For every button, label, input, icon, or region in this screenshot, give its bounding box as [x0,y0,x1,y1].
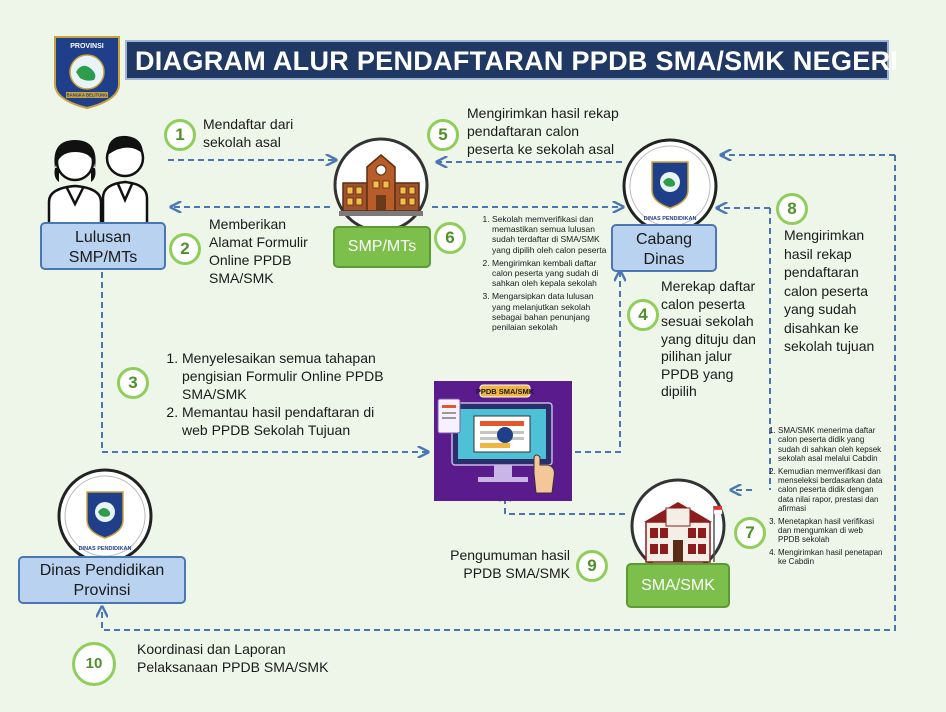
step-7-item-1: 1. SMA/SMK menerima daftar calon peserta didik yang sudah di sahkan oleh kepsek sekolah asal melalui Cabdin [778,426,886,464]
node-cabang-dinas [611,224,717,272]
node-smp-mts [333,226,431,268]
logo-top-text: PROVINSI [70,43,104,50]
step-6-number: 6 [434,222,466,254]
step-6-item-2: 2. Mengirimkan kembali daftar calon peserta yang sudah di sahkan oleh kepala sekolah [492,258,612,289]
node-cabang-label: Cabang Dinas [635,231,693,268]
step-7-item-2: 2. Kemudian memverifikasi dan menseleksi berdasarkan data calon peserta didik dengan data nilai rapor, prestasi dan afirmasi [778,467,886,514]
step-6-list [472,214,612,335]
node-lulusan-label: Lulusan SMP/MTs [68,229,138,266]
ppdb-web-icon [434,381,572,501]
node-dinas-pendidikan-provinsi [18,556,186,604]
step-5-text: Mengirimkan hasil rekap pendaftaran calon peserta ke sekolah asal [467,105,619,157]
step-7-item-4: 4. Mengirimkan hasil penetapan ke Cabdin [778,548,886,567]
step-3-list [158,349,386,439]
step-9-text: Pengumuman hasil PPDB SMA/SMK [450,547,570,581]
step-5-number: 5 [427,119,459,151]
step-10-text: Koordinasi dan Laporan Pelaksanaan PPDB SMA/SMK [137,641,329,675]
step-6-item-1: 1. Sekolah memverifikasi dan memastikan semua lulusan sudah terdaftar di SMA/SMK yang dipilih oleh calon peserta [492,214,612,255]
ppdb-web-label: PPDB SMA/SMK [475,387,535,396]
step-8-number: 8 [776,193,808,225]
node-sma-label: SMA/SMK [641,577,715,594]
node-lulusan-smp-mts [40,222,166,270]
step-7-item-3: 3. Menetapkan hasil verifikasi dan mengumkan di web PPDB sekolah [778,517,886,545]
dinas-seal-cabang-text: DINAS PENDIDIKAN [643,216,697,222]
logo-ribbon-text: BANGKA BELITUNG [66,92,108,98]
province-logo [52,34,122,110]
node-dinas-provinsi-label: Dinas Pendidikan Provinsi [39,562,165,599]
step-4-text: Merekap daftar calon peserta sesuai sekolah yang dituju dan pilihan jalur PPDB yang dipilih [661,278,756,399]
step-7-list [758,426,886,570]
step-4-number: 4 [627,299,659,331]
dinas-seal-cabang-icon [622,138,718,234]
school-building-icon [333,137,429,233]
step-3-number: 3 [117,367,149,399]
node-smp-label: SMP/MTs [347,238,417,255]
page-title: DIAGRAM ALUR PENDAFTARAN PPDB SMA/SMK NEGERI [135,46,899,76]
sma-building-icon [630,478,726,574]
step-9-number: 9 [576,550,608,582]
step-10-number: 10 [72,642,116,686]
step-3-item-2: 2. Memantau hasil pendaftaran di web PPDB Sekolah Tujuan [182,403,386,439]
dinas-seal-provinsi-icon [57,468,153,564]
step-2-text: Memberikan Alamat Formulir Online PPDB SMA/SMK [209,216,308,286]
step-1-number: 1 [164,119,196,151]
step-8-text: Mengirimkan hasil rekap pendaftaran calon peserta yang sudah disahkan ke sekolah tujuan [784,227,875,354]
dinas-seal-provinsi-text: DINAS PENDIDIKAN [78,546,132,552]
students-icon [45,128,163,228]
step-2-number: 2 [169,233,201,265]
node-sma-smk [626,563,730,608]
step-1-text: Mendaftar dari sekolah asal [203,116,294,150]
step-6-item-3: 3. Mengarsipkan data lulusan yang melanjutkan sekolah sebagai bahan penunjang penilaian sekolah [492,291,612,332]
step-3-item-1: 1. Menyelesaikan semua tahapan pengisian Formulir Online PPDB SMA/SMK [182,349,386,403]
step-7-number: 7 [734,517,766,549]
